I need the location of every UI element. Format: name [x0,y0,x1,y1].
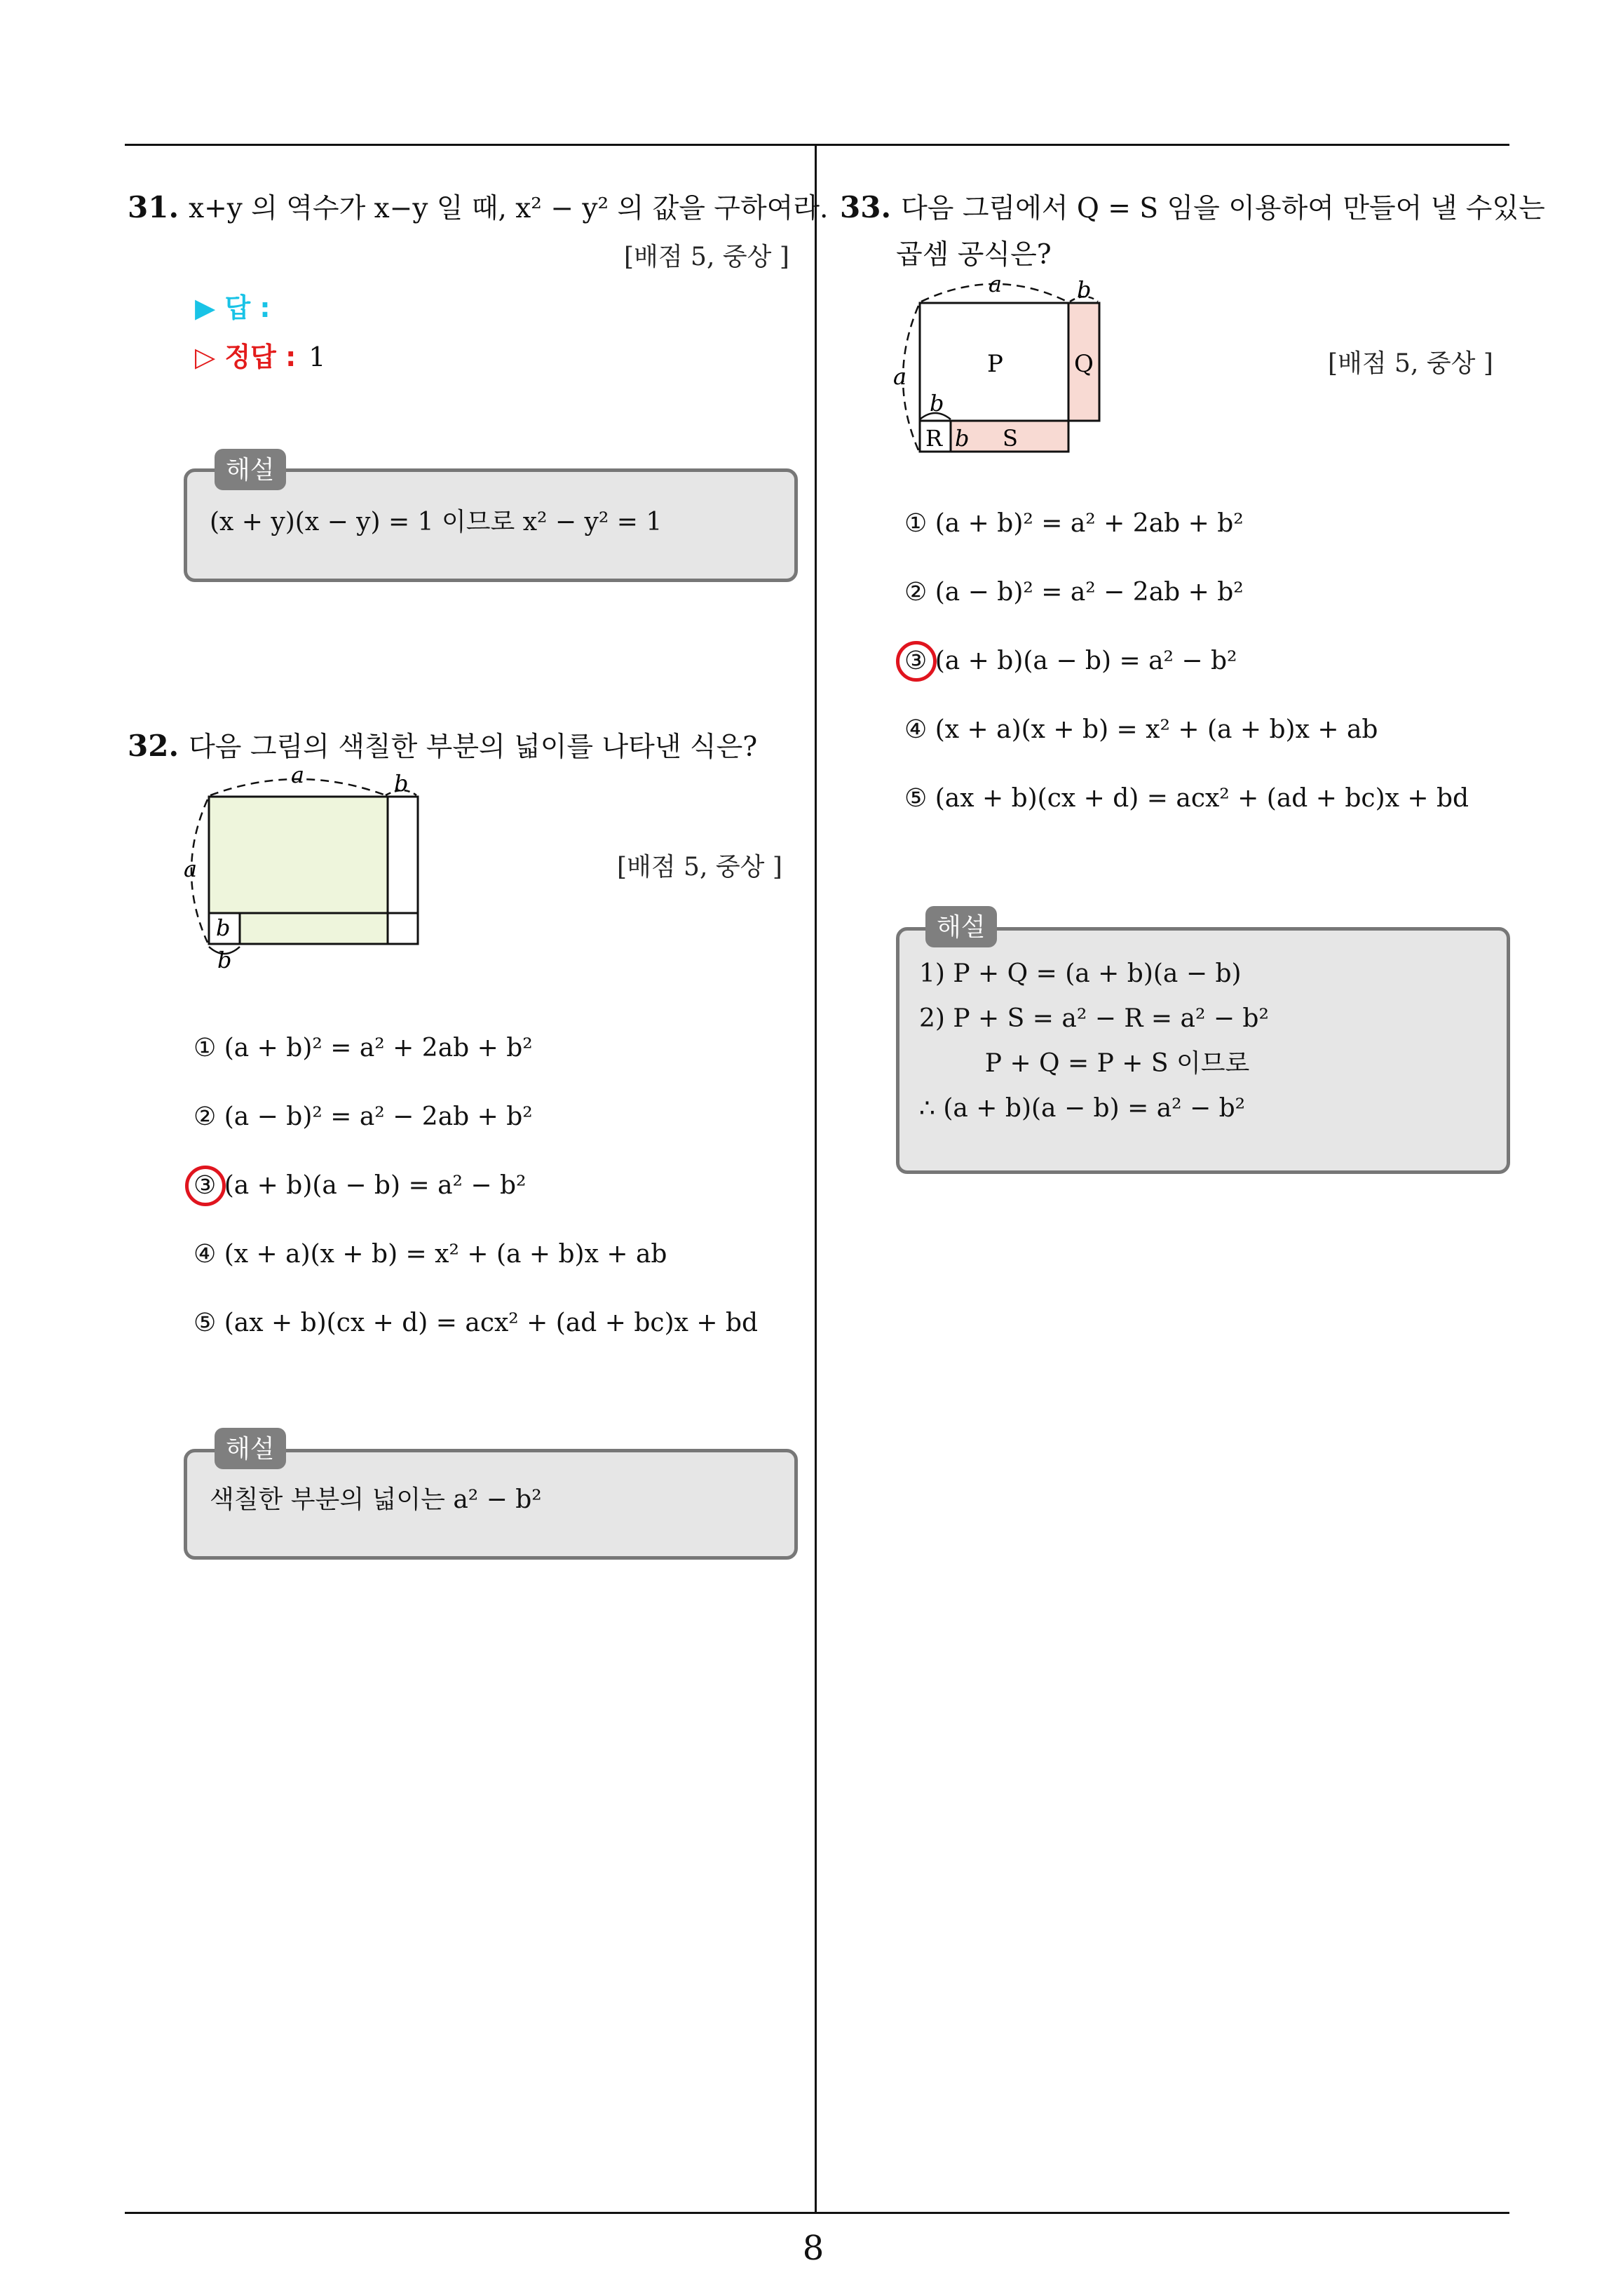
q33-choice-3[interactable]: ③ (a + b)(a − b) = a² − b² [904,647,1237,675]
q33-label-b-top: b [1077,276,1092,303]
bottom-rule [125,2212,1509,2214]
q33-label-a-left: a [893,363,907,390]
q33-title-line2: 곱셈 공식은? [896,239,1052,271]
q31-number: 31. [128,190,179,224]
q32-choice-4[interactable]: ④ (x + a)(x + b) = x² + (a + b)x + ab [193,1240,667,1269]
q33-label-S: S [1003,425,1018,452]
top-rule [125,144,1509,146]
q33-selected-circle [896,641,937,682]
q31-correct-label: ▷ 정답 : [195,342,297,372]
column-divider [815,144,817,2213]
q33-explain-line-4: ∴ (a + b)(a − b) = a² − b² [919,1094,1246,1123]
q32-explain-text: 색칠한 부분의 넓이는 a² − b² [210,1485,542,1514]
q32-score: [배점 5, 중상 ] [617,853,782,882]
q33-label-a-top: a [989,271,1003,297]
q32-label-b-inner: b [216,914,231,941]
q32-choice-5[interactable]: ⑤ (ax + b)(cx + d) = acx² + (ad + bc)x + bd [193,1309,759,1337]
q33-choice-2[interactable]: ② (a − b)² = a² − 2ab + b² [904,578,1244,607]
q31-title [128,188,828,229]
q32-label-b-top: b [394,770,409,797]
q33-label-b-inner: b [955,425,970,452]
q32-selected-circle [185,1166,226,1206]
q33-choice-5[interactable]: ⑤ (ax + b)(cx + d) = acx² + (ad + bc)x + bd [904,784,1469,813]
q33-number: 33. [840,190,892,224]
q32-choice-1[interactable]: ① (a + b)² = a² + 2ab + b² [193,1034,533,1062]
q32-label-b-bottom: b [217,947,232,973]
q32-choice-2[interactable]: ② (a − b)² = a² − 2ab + b² [193,1102,533,1131]
q33-label-Q: Q [1074,350,1094,378]
q33-label-b-small: b [930,390,944,417]
q31-correct-value: 1 [308,342,326,372]
q33-explain-line-3: P + Q = P + S 이므로 [953,1049,1250,1078]
q31-text: x+y 의 역수가 x−y 일 때, x² − y² 의 값을 구하여라. [189,193,829,224]
q33-label-R: R [925,425,943,452]
q33-figure [883,266,1115,463]
q33-text-line1: 다음 그림에서 Q = S 임을 이용하여 만들어 낼 수있는 [901,193,1545,224]
q33-explain-line-2: 2) P + S = a² − R = a² − b² [919,1004,1269,1033]
q31-explain-tag: 해설 [215,449,286,490]
q31-explain-text: (x + y)(x − y) = 1 이므로 x² − y² = 1 [210,508,663,536]
q32-title [128,727,757,767]
q32-text: 다음 그림의 색칠한 부분의 넓이를 나타낸 식은? [189,731,758,763]
q32-explain-tag: 해설 [215,1428,286,1469]
q32-label-a-left: a [184,856,198,882]
q31-answer-label: ▶ 답 : [195,292,271,323]
q31-correct-answer [195,335,325,374]
q31-score: [배점 5, 중상 ] [624,243,789,271]
q33-choice-4[interactable]: ④ (x + a)(x + b) = x² + (a + b)x + ab [904,715,1378,744]
q33-explain-line-1: 1) P + Q = (a + b)(a − b) [919,959,1242,988]
q33-score: [배점 5, 중상 ] [1328,349,1493,378]
page-number: 8 [802,2229,824,2268]
q33-choice-1[interactable]: ① (a + b)² = a² + 2ab + b² [904,509,1244,538]
q33-explain-tag: 해설 [925,906,997,947]
q32-label-a-top: a [291,762,305,788]
q33-title [840,188,1545,229]
q32-number: 32. [128,729,179,763]
q32-figure [175,763,407,973]
q33-explain-box [896,927,1510,1174]
q33-label-P: P [987,350,1003,378]
q32-choice-3[interactable]: ③ (a + b)(a − b) = a² − b² [193,1171,527,1200]
